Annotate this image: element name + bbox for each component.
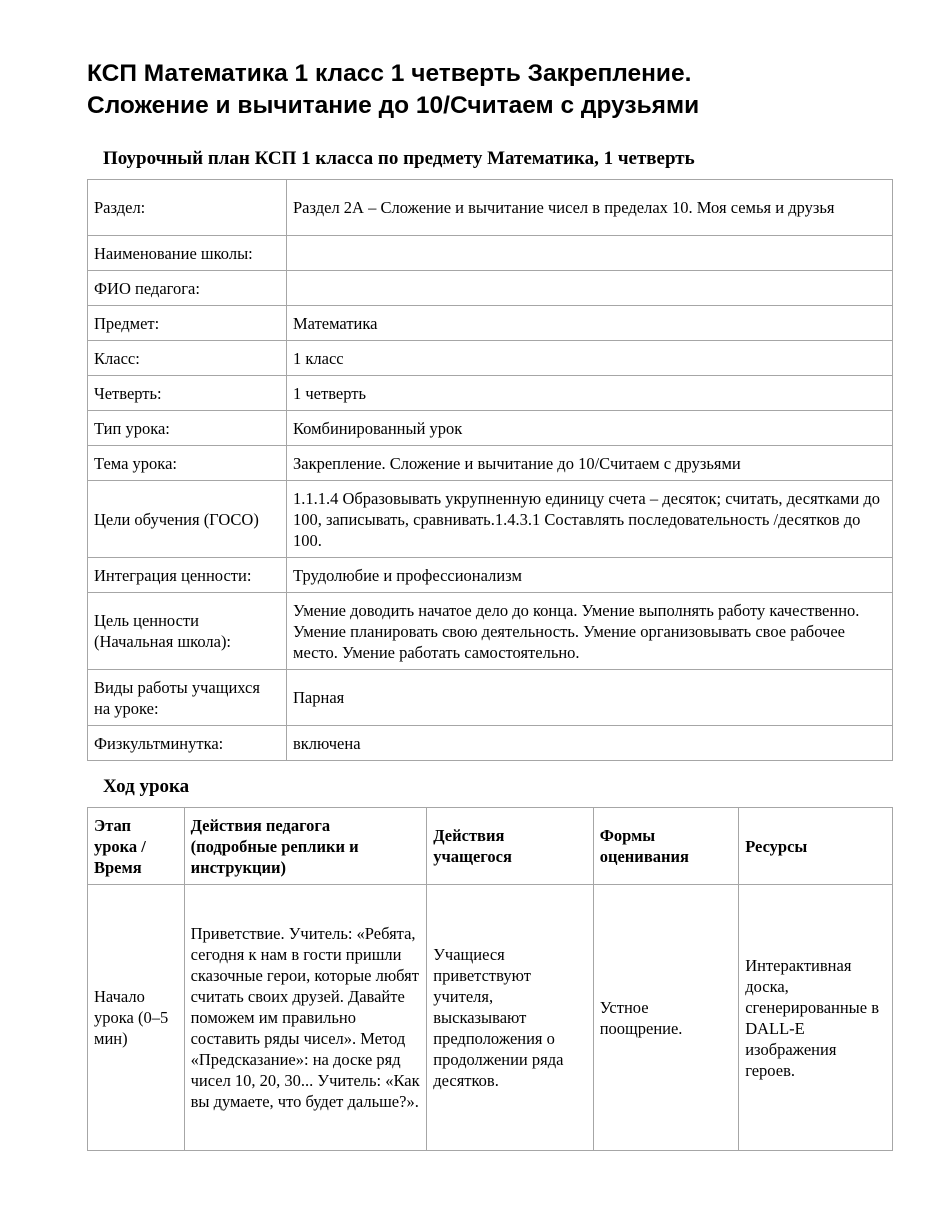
cell-stage: Начало урока (0–5 мин) xyxy=(88,885,185,1151)
row-label: Класс: xyxy=(88,341,287,376)
row-label: Раздел: xyxy=(88,180,287,236)
table-row xyxy=(88,180,893,236)
table-row xyxy=(88,411,893,446)
table-row xyxy=(88,341,893,376)
header-student-actions: Действия учащегося xyxy=(427,808,593,885)
table-row xyxy=(88,593,893,670)
table-row xyxy=(88,236,893,271)
row-label: Предмет: xyxy=(88,306,287,341)
row-label: Цели обучения (ГОСО) xyxy=(88,481,287,558)
row-value: Математика xyxy=(287,306,893,341)
table-row xyxy=(88,446,893,481)
row-value: Трудолюбие и профессионализм xyxy=(287,558,893,593)
row-label: ФИО педагога: xyxy=(88,271,287,306)
table-row xyxy=(88,558,893,593)
row-value: включена xyxy=(287,726,893,761)
row-value: Умение доводить начатое дело до конца. Умение выполнять работу качественно. Умение планировать свою деятельность. Умение организовывать свое рабочее место. Умение работать самостоятельно. xyxy=(287,593,893,670)
row-label: Физкультминутка: xyxy=(88,726,287,761)
row-value xyxy=(287,271,893,306)
progress-heading: Ход урока xyxy=(103,776,190,797)
row-label: Тема урока: xyxy=(88,446,287,481)
lesson-plan-table xyxy=(87,179,893,761)
row-value: Раздел 2А – Сложение и вычитание чисел в пределах 10. Моя семья и друзья xyxy=(287,180,893,236)
row-value: Парная xyxy=(287,670,893,726)
row-value: Комбинированный урок xyxy=(287,411,893,446)
header-teacher-actions: Действия педагога (подробные реплики и инструкции) xyxy=(184,808,427,885)
row-value: Закрепление. Сложение и вычитание до 10/Считаем с друзьями xyxy=(287,446,893,481)
row-label: Наименование школы: xyxy=(88,236,287,271)
row-value xyxy=(287,236,893,271)
row-label: Интеграция ценности: xyxy=(88,558,287,593)
title-line-1: КСП Математика 1 класс 1 четверть Закрепление. xyxy=(87,60,692,87)
row-label: Четверть: xyxy=(88,376,287,411)
row-value: 1.1.1.4 Образовывать укрупненную единицу счета – десяток; считать, десятками до 100, записывать, сравнивать.1.4.3.1 Составлять последовательность /десятков до 100. xyxy=(287,481,893,558)
table-row xyxy=(88,726,893,761)
row-label: Тип урока: xyxy=(88,411,287,446)
cell-assessment: Устное поощрение. xyxy=(593,885,738,1151)
row-value: 1 класс xyxy=(287,341,893,376)
document-title xyxy=(87,58,887,122)
row-value: 1 четверть xyxy=(287,376,893,411)
cell-teacher-actions: Приветствие. Учитель: «Ребята, сегодня к нам в гости пришли сказочные герои, которые любят считать своих друзей. Давайте поможем им правильно составить ряды чисел». Метод «Предсказание»: на доске ряд чисел 10, 20, 30... Учитель: «Как вы думаете, что будет дальше?». xyxy=(184,885,427,1151)
row-label: Виды работы учащихся на уроке: xyxy=(88,670,287,726)
lesson-progress-table xyxy=(87,807,893,1151)
plan-heading: Поурочный план КСП 1 класса по предмету Математика, 1 четверть xyxy=(103,148,695,169)
table-row xyxy=(88,306,893,341)
header-stage: Этап урока / Время xyxy=(88,808,185,885)
table-row xyxy=(88,271,893,306)
cell-resources: Интерактивная доска, сгенерированные в DALL-E изображения героев. xyxy=(739,885,893,1151)
table-row xyxy=(88,670,893,726)
table-header-row xyxy=(88,808,893,885)
table-row xyxy=(88,376,893,411)
table-row xyxy=(88,885,893,1151)
header-assessment: Формы оценивания xyxy=(593,808,738,885)
row-label: Цель ценности (Начальная школа): xyxy=(88,593,287,670)
title-line-2: Сложение и вычитание до 10/Считаем с друзьями xyxy=(87,92,700,119)
table-row xyxy=(88,481,893,558)
header-resources: Ресурсы xyxy=(739,808,893,885)
cell-student-actions: Учащиеся приветствуют учителя, высказывают предположения о продолжении ряда десятков. xyxy=(427,885,593,1151)
